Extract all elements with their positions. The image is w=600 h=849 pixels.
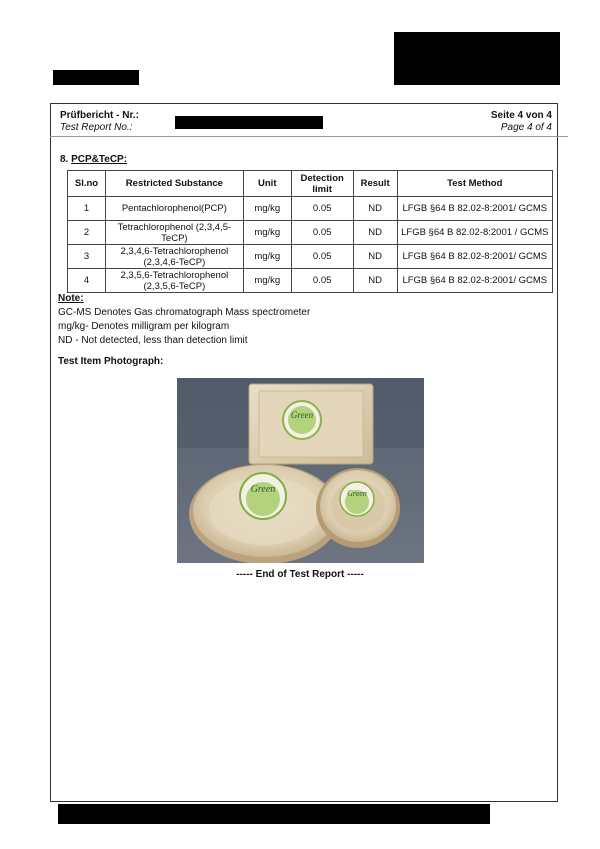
cell-slno: 4 bbox=[68, 269, 106, 293]
cell-test-method: LFGB §64 B 82.02-8:2001 / GCMS bbox=[397, 221, 552, 245]
report-label-de: Prüfbericht - Nr.: bbox=[60, 110, 139, 121]
col-header-test-method: Test Method bbox=[397, 171, 552, 197]
table-row bbox=[68, 197, 553, 221]
col-header-result: Result bbox=[353, 171, 397, 197]
col-header-slno: Sl.no bbox=[68, 171, 106, 197]
redaction-top-left bbox=[53, 70, 139, 85]
cell-slno: 1 bbox=[68, 197, 106, 221]
note-line: ND - Not detected, less than detection limit bbox=[58, 335, 248, 346]
col-header-substance: Restricted Substance bbox=[105, 171, 243, 197]
table-row bbox=[68, 269, 553, 293]
redaction-top-right bbox=[394, 32, 560, 85]
cell-substance: Tetrachlorophenol (2,3,4,5-TeCP) bbox=[105, 221, 243, 245]
section-heading bbox=[60, 154, 127, 165]
report-label-en: Test Report No.: bbox=[60, 122, 133, 133]
report-number-label bbox=[60, 110, 139, 134]
square-plate bbox=[249, 384, 373, 464]
end-of-report: ----- End of Test Report ----- bbox=[236, 569, 364, 580]
cell-substance: Pentachlorophenol(PCP) bbox=[105, 197, 243, 221]
page-label-en: Page 4 of 4 bbox=[500, 122, 552, 133]
cell-detection-limit: 0.05 bbox=[291, 197, 353, 221]
cell-result: ND bbox=[353, 245, 397, 269]
header-divider bbox=[50, 136, 568, 137]
cell-slno: 2 bbox=[68, 221, 106, 245]
note-line: GC-MS Denotes Gas chromatograph Mass spectrometer bbox=[58, 307, 311, 318]
cell-substance: 2,3,5,6-Tetrachlorophenol (2,3,5,6-TeCP) bbox=[105, 269, 243, 293]
col-header-detection-limit: Detection limit bbox=[291, 171, 353, 197]
page-label-de: Seite 4 von 4 bbox=[490, 110, 552, 121]
cell-result: ND bbox=[353, 269, 397, 293]
small-plate-label-text: Green bbox=[347, 489, 367, 498]
table-header-row bbox=[68, 171, 553, 197]
cell-unit: mg/kg bbox=[243, 269, 291, 293]
cell-detection-limit: 0.05 bbox=[291, 221, 353, 245]
cell-test-method: LFGB §64 B 82.02-8:2001/ GCMS bbox=[397, 245, 552, 269]
cell-test-method: LFGB §64 B 82.02-8:2001/ GCMS bbox=[397, 269, 552, 293]
col-header-unit: Unit bbox=[243, 171, 291, 197]
results-table bbox=[67, 170, 553, 293]
cell-detection-limit: 0.05 bbox=[291, 245, 353, 269]
section-title: PCP&TeCP: bbox=[71, 154, 128, 165]
cell-unit: mg/kg bbox=[243, 245, 291, 269]
photo-title: Test Item Photograph: bbox=[58, 356, 164, 367]
test-item-photo bbox=[177, 378, 424, 563]
cell-result: ND bbox=[353, 197, 397, 221]
cell-substance: 2,3,4,6-Tetrachlorophenol (2,3,4,6-TeCP) bbox=[105, 245, 243, 269]
large-plate-label-text: Green bbox=[250, 484, 276, 495]
small-round-plate bbox=[316, 468, 400, 548]
table-row bbox=[68, 245, 553, 269]
notes-heading: Note: bbox=[58, 293, 84, 304]
redaction-bottom bbox=[58, 804, 490, 824]
square-plate-label-text: Green bbox=[290, 410, 314, 420]
page-indicator bbox=[491, 110, 552, 134]
cell-test-method: LFGB §64 B 82.02-8:2001/ GCMS bbox=[397, 197, 552, 221]
cell-result: ND bbox=[353, 221, 397, 245]
cell-unit: mg/kg bbox=[243, 197, 291, 221]
section-number: 8. bbox=[60, 154, 69, 165]
table-row bbox=[68, 221, 553, 245]
plates-photo-image bbox=[177, 378, 424, 563]
notes-block bbox=[58, 292, 310, 348]
cell-slno: 3 bbox=[68, 245, 106, 269]
note-line: mg/kg- Denotes milligram per kilogram bbox=[58, 321, 230, 332]
cell-detection-limit: 0.05 bbox=[291, 269, 353, 293]
cell-unit: mg/kg bbox=[243, 221, 291, 245]
